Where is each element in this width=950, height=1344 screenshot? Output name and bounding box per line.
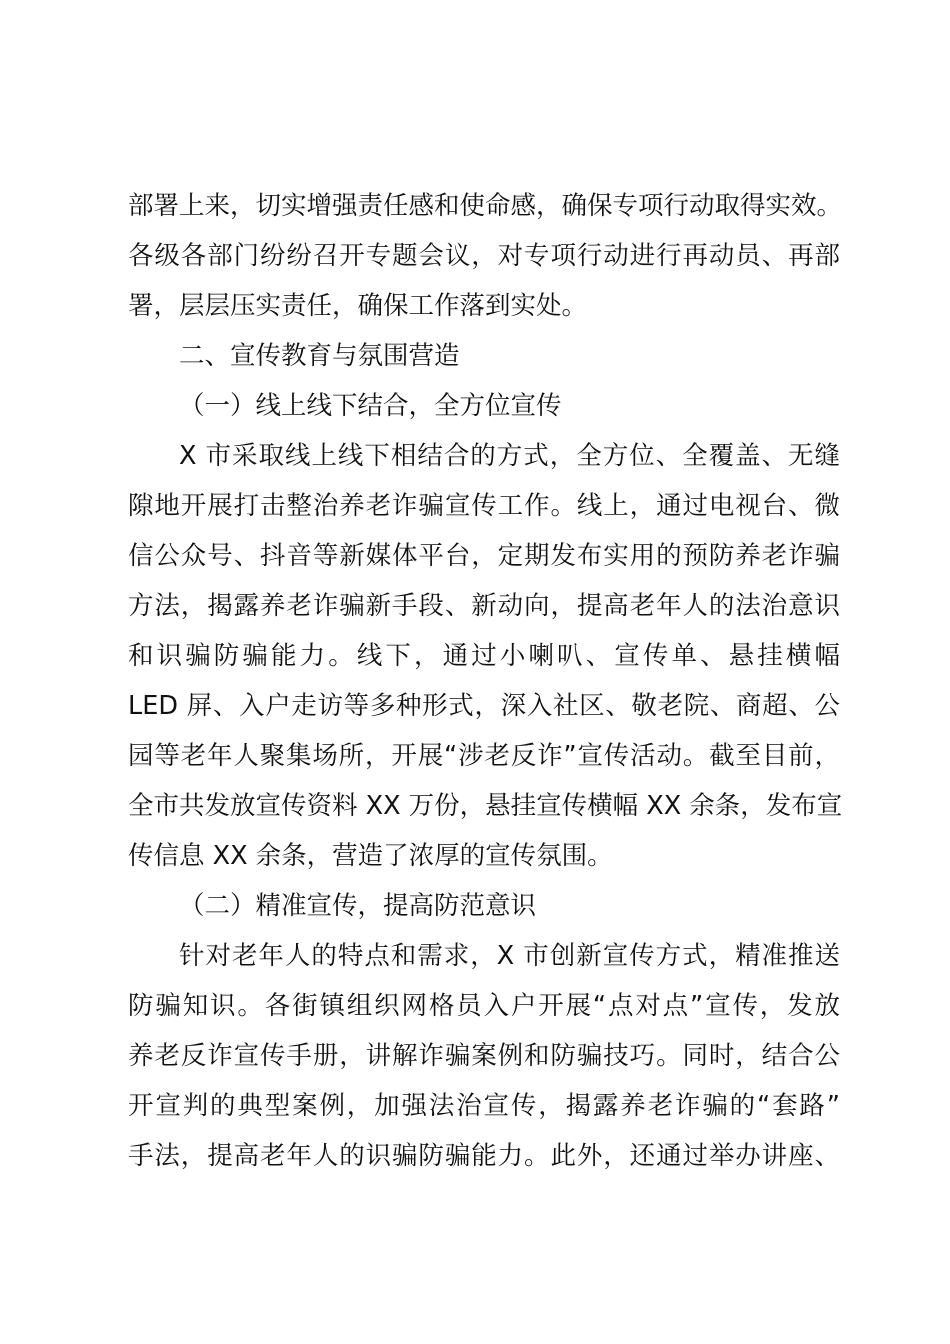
paragraph-line: 养老反诈宣传手册，讲解诈骗案例和防骗技巧。同时，结合公 [128, 1041, 840, 1071]
paragraph-line: LED 屏、入户走访等多种形式，深入社区、敬老院、商超、公 [128, 691, 840, 721]
section-heading: （一）线上线下结合，全方位宣传 [179, 391, 562, 421]
paragraph-line: 信公众号、抖音等新媒体平台，定期发布实用的预防养老诈骗 [128, 541, 840, 571]
paragraph-line: 园等老年人聚集场所，开展“涉老反诈”宣传活动。截至目前， [128, 741, 840, 771]
paragraph-line: 方法，揭露养老诈骗新手段、新动向，提高老年人的法治意识 [128, 591, 840, 621]
paragraph-line: 署，层层压实责任，确保工作落到实处。 [128, 291, 588, 321]
section-heading: 二、宣传教育与氛围营造 [179, 341, 460, 371]
paragraph-line: 手法，提高老年人的识骗防骗能力。此外，还通过举办讲座、 [128, 1141, 840, 1171]
paragraph-line: 传信息 XX 余条，营造了浓厚的宣传氛围。 [128, 841, 613, 871]
paragraph-line: 针对老年人的特点和需求，X 市创新宣传方式，精准推送 [179, 941, 840, 971]
paragraph-line: 全市共发放宣传资料 XX 万份，悬挂宣传横幅 XX 余条，发布宣 [128, 791, 843, 821]
paragraph-line: 各级各部门纷纷召开专题会议，对专项行动进行再动员、再部 [128, 241, 840, 271]
section-heading: （二）精准宣传，提高防范意识 [179, 891, 537, 921]
paragraph-line: X 市采取线上线下相结合的方式，全方位、全覆盖、无缝 [179, 441, 840, 471]
paragraph-line: 部署上来，切实增强责任感和使命感，确保专项行动取得实效。 [128, 191, 843, 221]
paragraph-line: 隙地开展打击整治养老诈骗宣传工作。线上，通过电视台、微 [128, 491, 840, 521]
document-body [128, 181, 843, 1181]
paragraph-line: 防骗知识。各街镇组织网格员入户开展“点对点”宣传，发放 [128, 991, 840, 1021]
paragraph-line: 开宣判的典型案例，加强法治宣传，揭露养老诈骗的“套路” [128, 1091, 840, 1121]
paragraph-line: 和识骗防骗能力。线下，通过小喇叭、宣传单、悬挂横幅 [128, 641, 840, 671]
